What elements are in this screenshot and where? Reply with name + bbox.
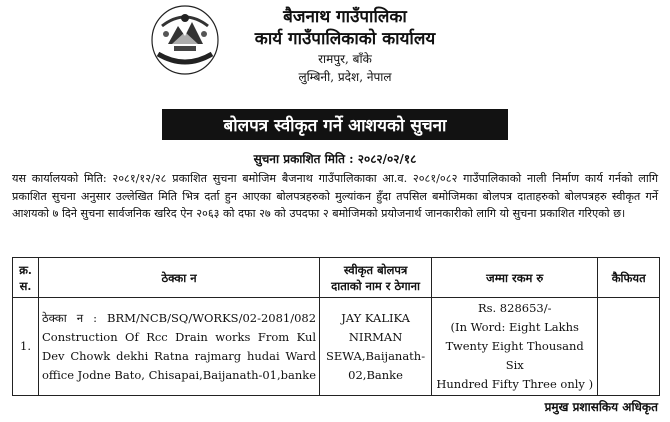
header-serial: क्र. स. (13, 258, 39, 298)
cell-remarks (598, 298, 660, 396)
header-contractor: स्वीकृत बोलपत्र दाताको नाम र ठेगाना (320, 258, 432, 298)
cell-contractor: JAY KALIKA NIRMAN SEWA,Baijanath- 02,Banke (320, 298, 432, 396)
signature-title: प्रमुख प्रशासकिय अधिकृत (544, 400, 658, 414)
header-amount: जम्मा रकम रु (432, 258, 598, 298)
published-date: सुचना प्रकाशित मिति : २०८२/०२/१८ (253, 152, 417, 166)
header-remarks: कैफियत (598, 258, 660, 298)
notice-title: बोलपत्र स्वीकृत गर्ने आशयको सुचना (162, 109, 508, 140)
cell-serial: 1. (13, 298, 39, 396)
office-province: लुम्बिनी, प्रदेश, नेपाल (298, 70, 392, 84)
header-contract: ठेक्का न (38, 258, 319, 298)
municipality-name: बैजनाथ गाउँपालिका (283, 7, 407, 27)
intro-paragraph: यस कार्यालयको मिति: २०८१/१२/२८ प्रकाशित सुचना बमोजिम बैजनाथ गाउँपालिकाका आ.व. २०८१/०८२ गाउँपालिकाको नाली निर्माण कार्य गर्नको लागि प्रकाशित सुचना अनुसार उल्लेखित मिति भित्र दर्ता हुन आएका बोलपत्रहरुको मुल्यांकन हुँदा तपसिल बमोजिमका बोलपत्र दाताहरुको बोलपत्रहरु स्वीकृत गर्ने आशयको ७ दिने सुचना सार्वजनिक खरिद ऐन २०६३ को दफा २७ को उपदफा २ बमोजिमको प्रयोजनार्थ जानकारीको लागि यो सुचना प्रकाशित गरिएको छ। (12, 172, 658, 220)
office-name: कार्य गाउँपालिकाको कार्यालय (254, 29, 436, 49)
cell-amount: Rs. 828653/- (In Word: Eight Lakhs Twenty Eight Thousand Six Hundred Fifty Three only ) (432, 298, 598, 396)
office-location: रामपुर, बाँके (318, 52, 372, 66)
cell-contract: ठेक्का न : BRM/NCB/SQ/WORKS/02-2081/082 Construction Of Rcc Drain works From Kul Dev Chowk dekhi Ratna rajmarg hudai Ward office Jodne Bato, Chisapai,Baijanath-01,banke (38, 298, 319, 396)
table-row (13, 298, 660, 396)
table-header-row (13, 258, 660, 298)
bid-table (12, 257, 660, 396)
